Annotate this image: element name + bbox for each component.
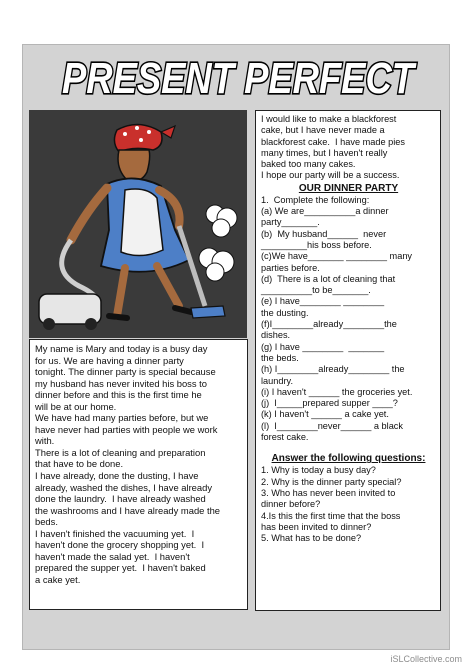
question-line: 1. Why is today a busy day? — [261, 465, 376, 476]
intro-line: I hope our party will be a success. — [261, 170, 400, 181]
story-line: prepared the supper yet. I haven't baked — [35, 562, 206, 574]
exercise-items — [261, 206, 436, 443]
exercise-item-line: (l) I________never______ a black — [261, 420, 403, 431]
page-title — [58, 52, 418, 102]
intro-line: baked too many cakes. — [261, 159, 356, 170]
exercise-item-line: _________his boss before. — [261, 239, 372, 250]
question-list — [261, 465, 436, 544]
exercise-item-line: party_______. — [261, 217, 320, 228]
story-line: beds. — [35, 516, 58, 528]
page-title-text: PRESENT PERFECT — [62, 54, 417, 103]
story-line: haven't done the grocery shopping yet. I — [35, 539, 205, 551]
question-line: 2. Why is the dinner party special? — [261, 476, 402, 487]
intro-paragraph — [261, 114, 436, 182]
story-line: I haven't finished the vacuuming yet. I — [35, 527, 195, 539]
exercise-item-line: (k) I haven't ______ a cake yet. — [261, 409, 389, 420]
story-line: My name is Mary and today is a busy day — [35, 343, 208, 354]
story-line: with. — [35, 435, 55, 447]
story-text-box — [29, 339, 248, 610]
exercise-item-line: laundry. — [261, 375, 294, 386]
exercise-text-box — [255, 110, 441, 611]
question-line: 4.Is this the first time that the boss — [261, 510, 401, 521]
story-line: have never had parties with people we work — [35, 423, 218, 435]
story-line: the washrooms and I have already made the — [35, 504, 221, 516]
question-line: dinner before? — [261, 499, 321, 510]
exercise-item-line: dishes. — [261, 330, 291, 341]
woman-vacuuming-illustration — [29, 110, 247, 338]
story-line: that have to be done. — [35, 458, 124, 470]
exercise-item-line: parties before. — [261, 262, 320, 273]
question-line: has been invited to dinner? — [261, 521, 372, 532]
story-line: I have already, done the dusting, I have — [35, 470, 199, 482]
exercise-item-line: (i) I haven't ______ the groceries yet. — [261, 386, 413, 397]
exercise-item-line: (f)I________already________the — [261, 319, 397, 330]
question-line: 5. What has to be done? — [261, 533, 362, 544]
exercise-item-line: (h) I________already________ the — [261, 364, 405, 375]
story-line: my husband has never invited his boss to — [35, 377, 207, 389]
exercise-item-line: the dusting. — [261, 307, 309, 318]
questions-heading: Answer the following questions: — [271, 453, 426, 465]
exercise-item-line: forest cake. — [261, 432, 309, 443]
question-line: 3. Who has never been invited to — [261, 487, 396, 498]
story-line: haven't made the salad yet. I haven't — [35, 550, 190, 562]
story-line: for us. We are having a dinner party — [35, 354, 184, 366]
story-line: already, washed the dishes, I have already — [35, 481, 213, 493]
exercise-item-line: (b) My husband______ never — [261, 228, 387, 239]
story-line: will be at our home. — [35, 400, 117, 412]
exercise-item-line: (c)We have_______ ________ many — [261, 251, 413, 262]
intro-line: I would like to make a blackforest — [261, 114, 397, 124]
story-line: We have had many parties before, but we — [35, 412, 209, 424]
story-line: tonight. The dinner party is special because — [35, 366, 216, 378]
intro-line: cake, but I have never made a — [261, 125, 385, 136]
exercise-item-line: (e) I have________ ________ — [261, 296, 385, 307]
site-watermark: iSLCollective.com — [390, 654, 462, 664]
intro-line: blackforest cake. I have made pies — [261, 136, 406, 147]
exercise-instruction: 1. Complete the following: — [261, 194, 370, 205]
intro-line: many times, but I haven't really — [261, 147, 388, 158]
exercise-item-line: (g) I have ________ _______ — [261, 341, 385, 352]
exercise-item-line: the beds. — [261, 352, 299, 363]
story-line: a cake yet. — [35, 573, 81, 585]
story-line: There is a lot of cleaning and preparation — [35, 446, 206, 458]
exercise-item-line: __________to be_______. — [261, 285, 371, 296]
exercise-item-line: (j) I_____prepared supper ____? — [261, 398, 398, 409]
story-line: done the laundry. I have already washed — [35, 493, 206, 505]
exercise-item-line: (a) We are__________a dinner — [261, 206, 389, 217]
exercise-heading: OUR DINNER PARTY — [298, 182, 399, 194]
exercise-item-line: (d) There is a lot of cleaning that — [261, 273, 396, 284]
story-line: dinner before and this is the first time he — [35, 389, 202, 401]
